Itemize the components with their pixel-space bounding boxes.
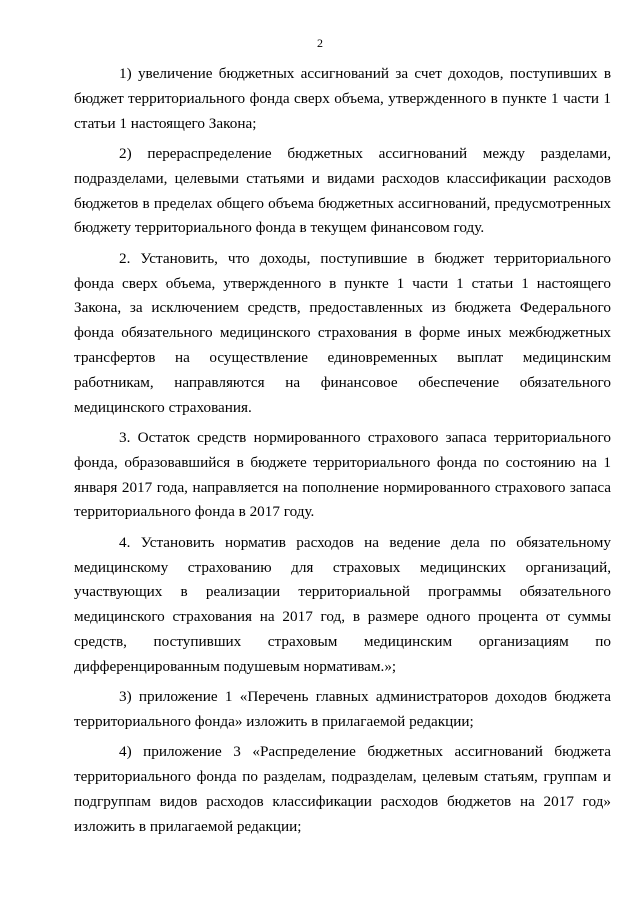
paragraph-budget-redistribution: 2) перераспределение бюджетных ассигнований между разделами, подразделами, целевыми статьями и видами расходов классификации расходов бюджетов в пределах общего объема бюджетных ассигнований, предусмотренных бюджету территориального фонда в текущем финансовом году. xyxy=(74,144,611,237)
paragraph-norm-clause-4: 4. Установить норматив расходов на ведение дела по обязательному медицинскому страхованию для страховых медицинских организаций, участвующих в реализации территориальной программы обязательного медицинского страхования на 2017 год, в размере одного процента от суммы средств, поступивших страховым медицинским организациям по дифференцированным подушевым нормативам.»; xyxy=(74,533,611,675)
paragraph-appendix-3: 4) приложение 3 «Распределение бюджетных ассигнований бюджета территориального фонда по разделам, подразделам, целевым статьям, группам и подгруппам видов расходов классификации расходов бюджетов на 2017 год» изложить в прилагаемой редакции; xyxy=(74,743,611,835)
paragraph-appendix-1: 3) приложение 1 «Перечень главных администраторов доходов бюджета территориального фонда» изложить в прилагаемой редакции; xyxy=(74,688,611,730)
document-body xyxy=(74,62,611,845)
page-number: 2 xyxy=(317,36,323,50)
paragraph-budget-increase: 1) увеличение бюджетных ассигнований за счет доходов, поступивших в бюджет территориального фонда сверх объема, утвержденного в пункте 1 части 1 статьи 1 настоящего Закона; xyxy=(74,65,611,132)
paragraph-reserve-clause-3: 3. Остаток средств нормированного страхового запаса территориального фонда, образовавшийся в бюджете территориального фонда по состоянию на 1 января 2017 года, направляется на пополнение нормированного страхового запаса территориального фонда в 2017 году. xyxy=(74,428,611,521)
paragraph-income-clause-2: 2. Установить, что доходы, поступившие в бюджет территориального фонда сверх объема, утвержденного в пункте 1 части 1 статьи 1 настоящего Закона, за исключением средств, предоставленных из бюджета Федерального фонда обязательного медицинского страхования в форме иных межбюджетных трансфертов на осуществление единовременных выплат медицинским работникам, направляются на финансовое обеспечение обязательного медицинского страхования. xyxy=(74,249,611,416)
